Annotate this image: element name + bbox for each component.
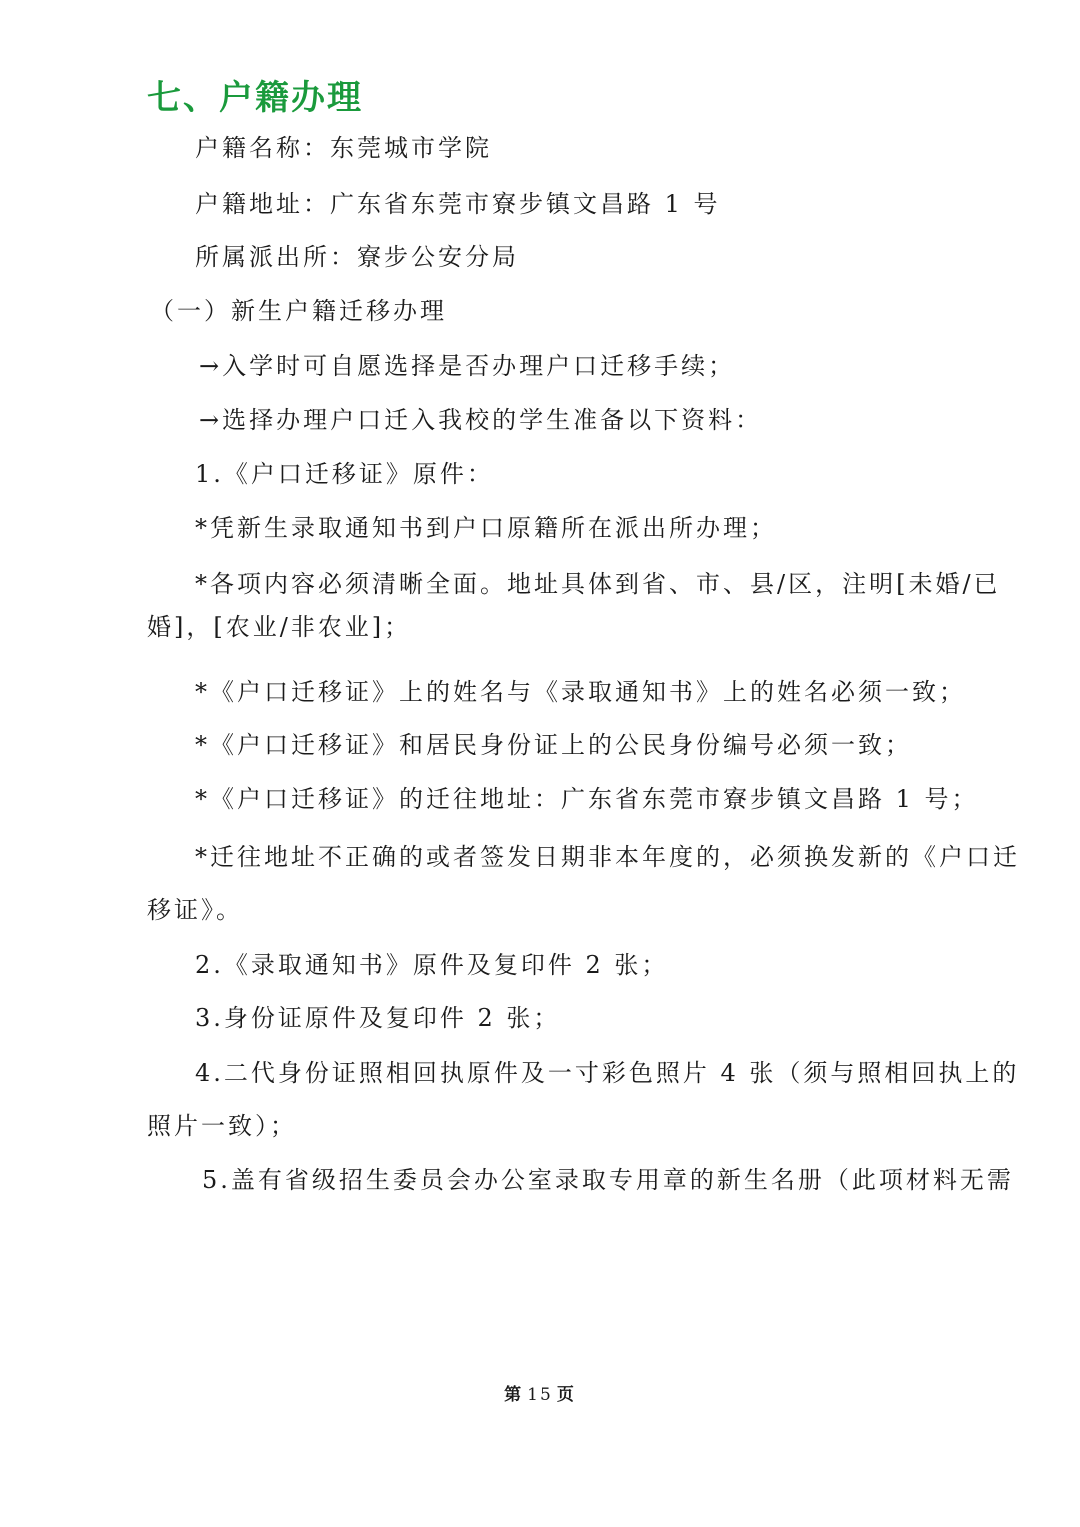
page-suffix: 页 — [556, 1385, 576, 1405]
note-item: *《户口迁移证》和居民身份证上的公民身份编号必须一致； — [195, 731, 912, 759]
arrow-item-materials: →选择办理户口迁入我校的学生准备以下资料： — [199, 406, 763, 434]
list-item-5: 5.盖有省级招生委员会办公室录取专用章的新生名册（此项材料无需 — [202, 1166, 1014, 1194]
subsection-title: （一）新生户籍迁移办理 — [150, 297, 447, 325]
page-number: 15 — [527, 1385, 553, 1405]
list-item-3: 3.身份证原件及复印件 2 张； — [195, 1004, 561, 1032]
arrow-item-optional: →入学时可自愿选择是否办理户口迁移手续； — [199, 352, 736, 380]
page-prefix: 第 — [504, 1385, 524, 1405]
note-item: *各项内容必须清晰全面。地址具体到省、市、县/区，注明[未婚/已 — [195, 570, 1001, 598]
list-item-1: 1.《户口迁移证》原件： — [195, 460, 494, 488]
list-item-2: 2.《录取通知书》原件及复印件 2 张； — [195, 951, 669, 979]
household-name: 户籍名称：东莞城市学院 — [195, 134, 492, 162]
household-address: 户籍地址：广东省东莞市寮步镇文昌路 1 号 — [195, 190, 721, 218]
note-item: *凭新生录取通知书到户口原籍所在派出所办理； — [195, 514, 777, 542]
page-footer — [0, 1380, 1080, 1405]
list-item-4-continuation: 照片一致）； — [147, 1112, 297, 1140]
police-station: 所属派出所：寮步公安分局 — [195, 243, 519, 271]
list-item-4: 4.二代身份证照相回执原件及一寸彩色照片 4 张（须与照相回执上的 — [195, 1059, 1020, 1087]
note-item: *《户口迁移证》的迁往地址：广东省东莞市寮步镇文昌路 1 号； — [195, 785, 979, 813]
note-item-continuation: 移证》。 — [147, 896, 243, 924]
section-heading: 七、户籍办理 — [147, 78, 363, 118]
note-item: *《户口迁移证》上的姓名与《录取通知书》上的姓名必须一致； — [195, 678, 966, 706]
note-item: *迁往地址不正确的或者签发日期非本年度的，必须换发新的《户口迁 — [195, 843, 1020, 871]
note-item-continuation: 婚]，[农业/非农业]； — [147, 613, 412, 641]
